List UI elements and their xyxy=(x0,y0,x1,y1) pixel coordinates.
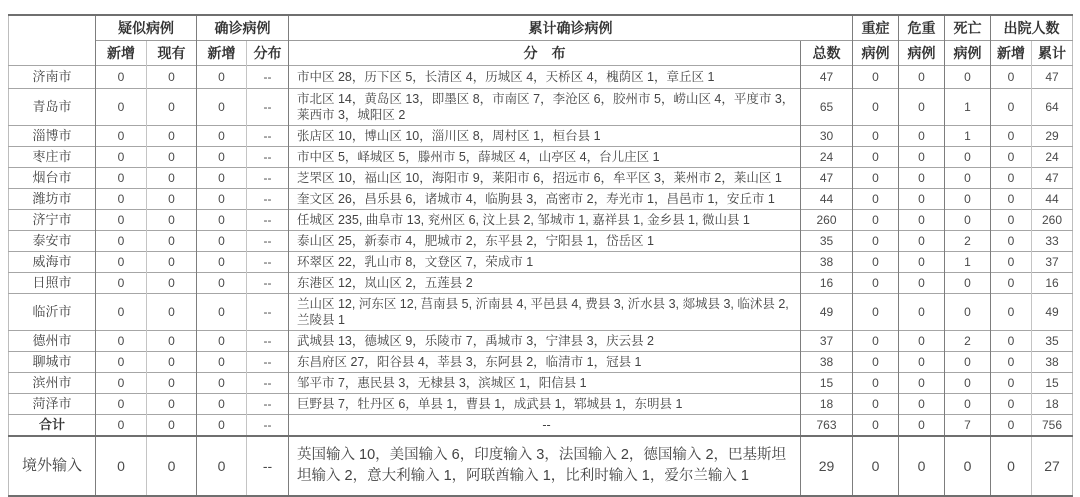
cumulative-total-value: 49 xyxy=(801,294,853,331)
severe-cases-value: 0 xyxy=(853,189,899,210)
critical-cases-value: 0 xyxy=(899,436,945,496)
death-cases-value: 2 xyxy=(945,231,991,252)
cumulative-dist-text: 奎文区 26，昌乐县 6，诸城市 4，临朐县 3，高密市 2，寿光市 1，昌邑市 1，安丘市 1 xyxy=(289,189,801,210)
discharged-group-header: 出院人数 xyxy=(991,15,1073,41)
cumulative-dist-text: -- xyxy=(289,415,801,437)
critical-group-header: 危重 xyxy=(899,15,945,41)
death-cases-value: 0 xyxy=(945,210,991,231)
suspected-new-value: 0 xyxy=(96,294,147,331)
table-row xyxy=(9,126,1073,147)
suspected-current-value: 0 xyxy=(147,66,197,89)
corner-cell xyxy=(9,15,96,66)
cumulative-total-value: 29 xyxy=(801,436,853,496)
confirmed-new-value: 0 xyxy=(197,66,247,89)
city-name-cell: 淄博市 xyxy=(9,126,96,147)
suspected-new-value: 0 xyxy=(96,189,147,210)
cumulative-total-value: 15 xyxy=(801,373,853,394)
city-name-cell: 滨州市 xyxy=(9,373,96,394)
cumulative-dist-text: 市北区 14，黄岛区 13，即墨区 8，市南区 7，李沧区 6，胶州市 5，崂山区 4，平度市 3，莱西市 3，城阳区 2 xyxy=(289,89,801,126)
table-row xyxy=(9,189,1073,210)
suspected-new-value: 0 xyxy=(96,66,147,89)
discharged-cum-value: 24 xyxy=(1032,147,1073,168)
critical-cases-value: 0 xyxy=(899,331,945,352)
confirmed-new-value: 0 xyxy=(197,394,247,415)
critical-cases-value: 0 xyxy=(899,126,945,147)
suspected-current-value: 0 xyxy=(147,89,197,126)
suspected-new-value: 0 xyxy=(96,147,147,168)
suspected-new-value: 0 xyxy=(96,89,147,126)
death-cases-header: 病例 xyxy=(945,41,991,66)
cumulative-dist-text: 巨野县 7，牡丹区 6，单县 1，曹县 1，成武县 1，郓城县 1，东明县 1 xyxy=(289,394,801,415)
suspected-new-value: 0 xyxy=(96,168,147,189)
table-body xyxy=(9,66,1073,497)
confirmed-dist-header: 分布 xyxy=(247,41,289,66)
death-cases-value: 7 xyxy=(945,415,991,437)
critical-cases-header: 病例 xyxy=(899,41,945,66)
city-name-cell: 济南市 xyxy=(9,66,96,89)
city-name-cell: 青岛市 xyxy=(9,89,96,126)
table-row xyxy=(9,294,1073,331)
discharged-new-value: 0 xyxy=(991,331,1032,352)
suspected-current-value: 0 xyxy=(147,231,197,252)
suspected-current-value: 0 xyxy=(147,294,197,331)
critical-cases-value: 0 xyxy=(899,352,945,373)
discharged-new-value: 0 xyxy=(991,126,1032,147)
table-header xyxy=(9,15,1073,66)
city-name-cell: 菏泽市 xyxy=(9,394,96,415)
critical-cases-value: 0 xyxy=(899,294,945,331)
discharged-new-value: 0 xyxy=(991,273,1032,294)
confirmed-dist-value: -- xyxy=(247,415,289,437)
discharged-new-value: 0 xyxy=(991,394,1032,415)
suspected-group-header: 疑似病例 xyxy=(96,15,197,41)
confirmed-dist-value: -- xyxy=(247,168,289,189)
cumulative-dist-text: 芝罘区 10，福山区 10，海阳市 9，莱阳市 6，招远市 6，牟平区 3，莱州市 2，莱山区 1 xyxy=(289,168,801,189)
confirmed-dist-value: -- xyxy=(247,294,289,331)
suspected-new-value: 0 xyxy=(96,126,147,147)
cumulative-dist-text: 英国输入 10，美国输入 6，印度输入 3，法国输入 2，德国输入 2，巴基斯坦坦输入 2，意大利输入 1，阿联酋输入 1，比利时输入 1，爱尔兰输入 1 xyxy=(289,436,801,496)
confirmed-dist-value: -- xyxy=(247,189,289,210)
discharged-cum-value: 756 xyxy=(1032,415,1073,437)
suspected-new-value: 0 xyxy=(96,352,147,373)
severe-cases-value: 0 xyxy=(853,273,899,294)
confirmed-new-value: 0 xyxy=(197,331,247,352)
city-name-cell: 日照市 xyxy=(9,273,96,294)
cumulative-total-header: 总数 xyxy=(801,41,853,66)
suspected-current-value: 0 xyxy=(147,415,197,437)
suspected-current-value: 0 xyxy=(147,373,197,394)
cumulative-total-value: 65 xyxy=(801,89,853,126)
suspected-current-value: 0 xyxy=(147,394,197,415)
confirmed-dist-value: -- xyxy=(247,147,289,168)
discharged-new-value: 0 xyxy=(991,147,1032,168)
suspected-new-value: 0 xyxy=(96,394,147,415)
confirmed-dist-value: -- xyxy=(247,126,289,147)
confirmed-dist-value: -- xyxy=(247,252,289,273)
discharged-cum-value: 16 xyxy=(1032,273,1073,294)
confirmed-dist-value: -- xyxy=(247,273,289,294)
discharged-cum-value: 49 xyxy=(1032,294,1073,331)
table-row xyxy=(9,210,1073,231)
suspected-new-value: 0 xyxy=(96,436,147,496)
table-row xyxy=(9,89,1073,126)
table-row xyxy=(9,252,1073,273)
header-row-sub xyxy=(9,41,1073,66)
confirmed-dist-value: -- xyxy=(247,210,289,231)
cumulative-dist-text: 张店区 10，博山区 10，淄川区 8，周村区 1，桓台县 1 xyxy=(289,126,801,147)
cumulative-total-value: 47 xyxy=(801,168,853,189)
cumulative-dist-text: 市中区 5，峄城区 5，滕州市 5，薛城区 4，山亭区 4，台儿庄区 1 xyxy=(289,147,801,168)
critical-cases-value: 0 xyxy=(899,66,945,89)
table-row xyxy=(9,394,1073,415)
severe-cases-value: 0 xyxy=(853,126,899,147)
suspected-new-value: 0 xyxy=(96,331,147,352)
table-row xyxy=(9,331,1073,352)
discharged-new-value: 0 xyxy=(991,66,1032,89)
death-cases-value: 1 xyxy=(945,89,991,126)
confirmed-new-value: 0 xyxy=(197,231,247,252)
discharged-new-value: 0 xyxy=(991,352,1032,373)
cumulative-dist-text: 武城县 13，德城区 9，乐陵市 7，禹城市 3，宁津县 3，庆云县 2 xyxy=(289,331,801,352)
suspected-current-value: 0 xyxy=(147,252,197,273)
discharged-new-value: 0 xyxy=(991,89,1032,126)
death-cases-value: 0 xyxy=(945,373,991,394)
suspected-current-value: 0 xyxy=(147,352,197,373)
cumulative-total-value: 38 xyxy=(801,352,853,373)
death-cases-value: 0 xyxy=(945,189,991,210)
city-name-cell: 临沂市 xyxy=(9,294,96,331)
discharged-cum-value: 47 xyxy=(1032,168,1073,189)
discharged-new-value: 0 xyxy=(991,415,1032,437)
table-row xyxy=(9,231,1073,252)
discharged-cum-value: 38 xyxy=(1032,352,1073,373)
death-cases-value: 0 xyxy=(945,294,991,331)
death-cases-value: 1 xyxy=(945,126,991,147)
discharged-cum-value: 260 xyxy=(1032,210,1073,231)
critical-cases-value: 0 xyxy=(899,189,945,210)
confirmed-dist-value: -- xyxy=(247,89,289,126)
table-row xyxy=(9,147,1073,168)
cumulative-total-value: 38 xyxy=(801,252,853,273)
severe-cases-value: 0 xyxy=(853,210,899,231)
cumulative-total-value: 24 xyxy=(801,147,853,168)
table-row xyxy=(9,66,1073,89)
city-name-cell: 威海市 xyxy=(9,252,96,273)
confirmed-dist-value: -- xyxy=(247,373,289,394)
discharged-cum-value: 29 xyxy=(1032,126,1073,147)
cumulative-total-value: 37 xyxy=(801,331,853,352)
suspected-current-value: 0 xyxy=(147,210,197,231)
cumulative-dist-text: 任城区 235, 曲阜市 13, 兖州区 6, 汶上县 2, 邹城市 1, 嘉祥县 1, 金乡县 1, 微山县 1 xyxy=(289,210,801,231)
critical-cases-value: 0 xyxy=(899,89,945,126)
city-name-cell: 聊城市 xyxy=(9,352,96,373)
critical-cases-value: 0 xyxy=(899,394,945,415)
confirmed-new-value: 0 xyxy=(197,189,247,210)
severe-cases-value: 0 xyxy=(853,168,899,189)
city-name-cell: 合计 xyxy=(9,415,96,437)
confirmed-new-value: 0 xyxy=(197,168,247,189)
discharged-new-header: 新增 xyxy=(991,41,1032,66)
severe-group-header: 重症 xyxy=(853,15,899,41)
confirmed-new-value: 0 xyxy=(197,273,247,294)
death-cases-value: 0 xyxy=(945,394,991,415)
discharged-cum-value: 47 xyxy=(1032,66,1073,89)
confirmed-new-header: 新增 xyxy=(197,41,247,66)
confirmed-new-value: 0 xyxy=(197,373,247,394)
critical-cases-value: 0 xyxy=(899,252,945,273)
city-name-cell: 境外输入 xyxy=(9,436,96,496)
suspected-new-value: 0 xyxy=(96,252,147,273)
cumulative-total-value: 763 xyxy=(801,415,853,437)
severe-cases-value: 0 xyxy=(853,373,899,394)
critical-cases-value: 0 xyxy=(899,415,945,437)
discharged-cum-value: 64 xyxy=(1032,89,1073,126)
death-cases-value: 0 xyxy=(945,273,991,294)
confirmed-new-value: 0 xyxy=(197,89,247,126)
city-name-cell: 枣庄市 xyxy=(9,147,96,168)
severe-cases-value: 0 xyxy=(853,415,899,437)
city-name-cell: 济宁市 xyxy=(9,210,96,231)
discharged-cum-value: 27 xyxy=(1032,436,1073,496)
cumulative-dist-text: 环翠区 22，乳山市 8，文登区 7，荣成市 1 xyxy=(289,252,801,273)
discharged-new-value: 0 xyxy=(991,436,1032,496)
city-name-cell: 泰安市 xyxy=(9,231,96,252)
suspected-current-value: 0 xyxy=(147,331,197,352)
severe-cases-value: 0 xyxy=(853,89,899,126)
confirmed-new-value: 0 xyxy=(197,126,247,147)
discharged-cum-value: 15 xyxy=(1032,373,1073,394)
table-row xyxy=(9,168,1073,189)
discharged-new-value: 0 xyxy=(991,231,1032,252)
discharged-new-value: 0 xyxy=(991,294,1032,331)
cumulative-total-value: 18 xyxy=(801,394,853,415)
suspected-new-header: 新增 xyxy=(96,41,147,66)
cumulative-dist-text: 兰山区 12, 河东区 12, 莒南县 5, 沂南县 4, 平邑县 4, 费县 3, 沂水县 3, 郯城县 3, 临沭县 2, 兰陵县 1 xyxy=(289,294,801,331)
cumulative-dist-text: 东昌府区 27，阳谷县 4，莘县 3，东阿县 2，临清市 1，冠县 1 xyxy=(289,352,801,373)
discharged-new-value: 0 xyxy=(991,252,1032,273)
suspected-new-value: 0 xyxy=(96,210,147,231)
death-cases-value: 0 xyxy=(945,168,991,189)
death-cases-value: 0 xyxy=(945,436,991,496)
critical-cases-value: 0 xyxy=(899,210,945,231)
discharged-cum-value: 35 xyxy=(1032,331,1073,352)
confirmed-dist-value: -- xyxy=(247,436,289,496)
critical-cases-value: 0 xyxy=(899,373,945,394)
cumulative-total-value: 30 xyxy=(801,126,853,147)
confirmed-dist-value: -- xyxy=(247,66,289,89)
critical-cases-value: 0 xyxy=(899,273,945,294)
import-row xyxy=(9,436,1073,496)
cumulative-total-value: 44 xyxy=(801,189,853,210)
suspected-current-header: 现有 xyxy=(147,41,197,66)
confirmed-dist-value: -- xyxy=(247,352,289,373)
confirmed-new-value: 0 xyxy=(197,352,247,373)
suspected-new-value: 0 xyxy=(96,231,147,252)
confirmed-new-value: 0 xyxy=(197,436,247,496)
cumulative-total-value: 260 xyxy=(801,210,853,231)
death-cases-value: 1 xyxy=(945,252,991,273)
severe-cases-header: 病例 xyxy=(853,41,899,66)
confirmed-dist-value: -- xyxy=(247,231,289,252)
city-name-cell: 德州市 xyxy=(9,331,96,352)
confirmed-new-value: 0 xyxy=(197,210,247,231)
suspected-current-value: 0 xyxy=(147,168,197,189)
death-cases-value: 2 xyxy=(945,331,991,352)
cumulative-total-value: 35 xyxy=(801,231,853,252)
critical-cases-value: 0 xyxy=(899,231,945,252)
confirmed-new-value: 0 xyxy=(197,415,247,437)
discharged-cum-value: 18 xyxy=(1032,394,1073,415)
table-row xyxy=(9,352,1073,373)
suspected-current-value: 0 xyxy=(147,147,197,168)
cumulative-group-header: 累计确诊病例 xyxy=(289,15,853,41)
header-row-groups xyxy=(9,15,1073,41)
suspected-new-value: 0 xyxy=(96,273,147,294)
cumulative-total-value: 16 xyxy=(801,273,853,294)
severe-cases-value: 0 xyxy=(853,252,899,273)
confirmed-dist-value: -- xyxy=(247,394,289,415)
discharged-new-value: 0 xyxy=(991,210,1032,231)
suspected-current-value: 0 xyxy=(147,273,197,294)
table-row xyxy=(9,273,1073,294)
confirmed-dist-value: -- xyxy=(247,331,289,352)
discharged-new-value: 0 xyxy=(991,189,1032,210)
discharged-new-value: 0 xyxy=(991,168,1032,189)
severe-cases-value: 0 xyxy=(853,294,899,331)
confirmed-new-value: 0 xyxy=(197,147,247,168)
confirmed-new-value: 0 xyxy=(197,294,247,331)
severe-cases-value: 0 xyxy=(853,331,899,352)
discharged-cum-header: 累计 xyxy=(1032,41,1073,66)
city-name-cell: 潍坊市 xyxy=(9,189,96,210)
severe-cases-value: 0 xyxy=(853,394,899,415)
severe-cases-value: 0 xyxy=(853,352,899,373)
critical-cases-value: 0 xyxy=(899,147,945,168)
cumulative-total-value: 47 xyxy=(801,66,853,89)
cumulative-dist-text: 邹平市 7，惠民县 3，无棣县 3，滨城区 1，阳信县 1 xyxy=(289,373,801,394)
cumulative-dist-text: 泰山区 25，新泰市 4，肥城市 2，东平县 2，宁阳县 1，岱岳区 1 xyxy=(289,231,801,252)
discharged-cum-value: 37 xyxy=(1032,252,1073,273)
death-cases-value: 0 xyxy=(945,147,991,168)
severe-cases-value: 0 xyxy=(853,436,899,496)
suspected-new-value: 0 xyxy=(96,373,147,394)
severe-cases-value: 0 xyxy=(853,66,899,89)
suspected-new-value: 0 xyxy=(96,415,147,437)
critical-cases-value: 0 xyxy=(899,168,945,189)
suspected-current-value: 0 xyxy=(147,126,197,147)
total-row xyxy=(9,415,1073,437)
death-group-header: 死亡 xyxy=(945,15,991,41)
cumulative-dist-text: 市中区 28，历下区 5，长清区 4，历城区 4，天桥区 4，槐荫区 1，章丘区 1 xyxy=(289,66,801,89)
severe-cases-value: 0 xyxy=(853,231,899,252)
discharged-new-value: 0 xyxy=(991,373,1032,394)
discharged-cum-value: 33 xyxy=(1032,231,1073,252)
epidemic-stats-table xyxy=(8,14,1073,497)
table-row xyxy=(9,373,1073,394)
confirmed-group-header: 确诊病例 xyxy=(197,15,289,41)
death-cases-value: 0 xyxy=(945,352,991,373)
city-name-cell: 烟台市 xyxy=(9,168,96,189)
cumulative-dist-header: 分 布 xyxy=(289,41,801,66)
cumulative-dist-text: 东港区 12，岚山区 2，五莲县 2 xyxy=(289,273,801,294)
severe-cases-value: 0 xyxy=(853,147,899,168)
suspected-current-value: 0 xyxy=(147,436,197,496)
discharged-cum-value: 44 xyxy=(1032,189,1073,210)
confirmed-new-value: 0 xyxy=(197,252,247,273)
suspected-current-value: 0 xyxy=(147,189,197,210)
death-cases-value: 0 xyxy=(945,66,991,89)
